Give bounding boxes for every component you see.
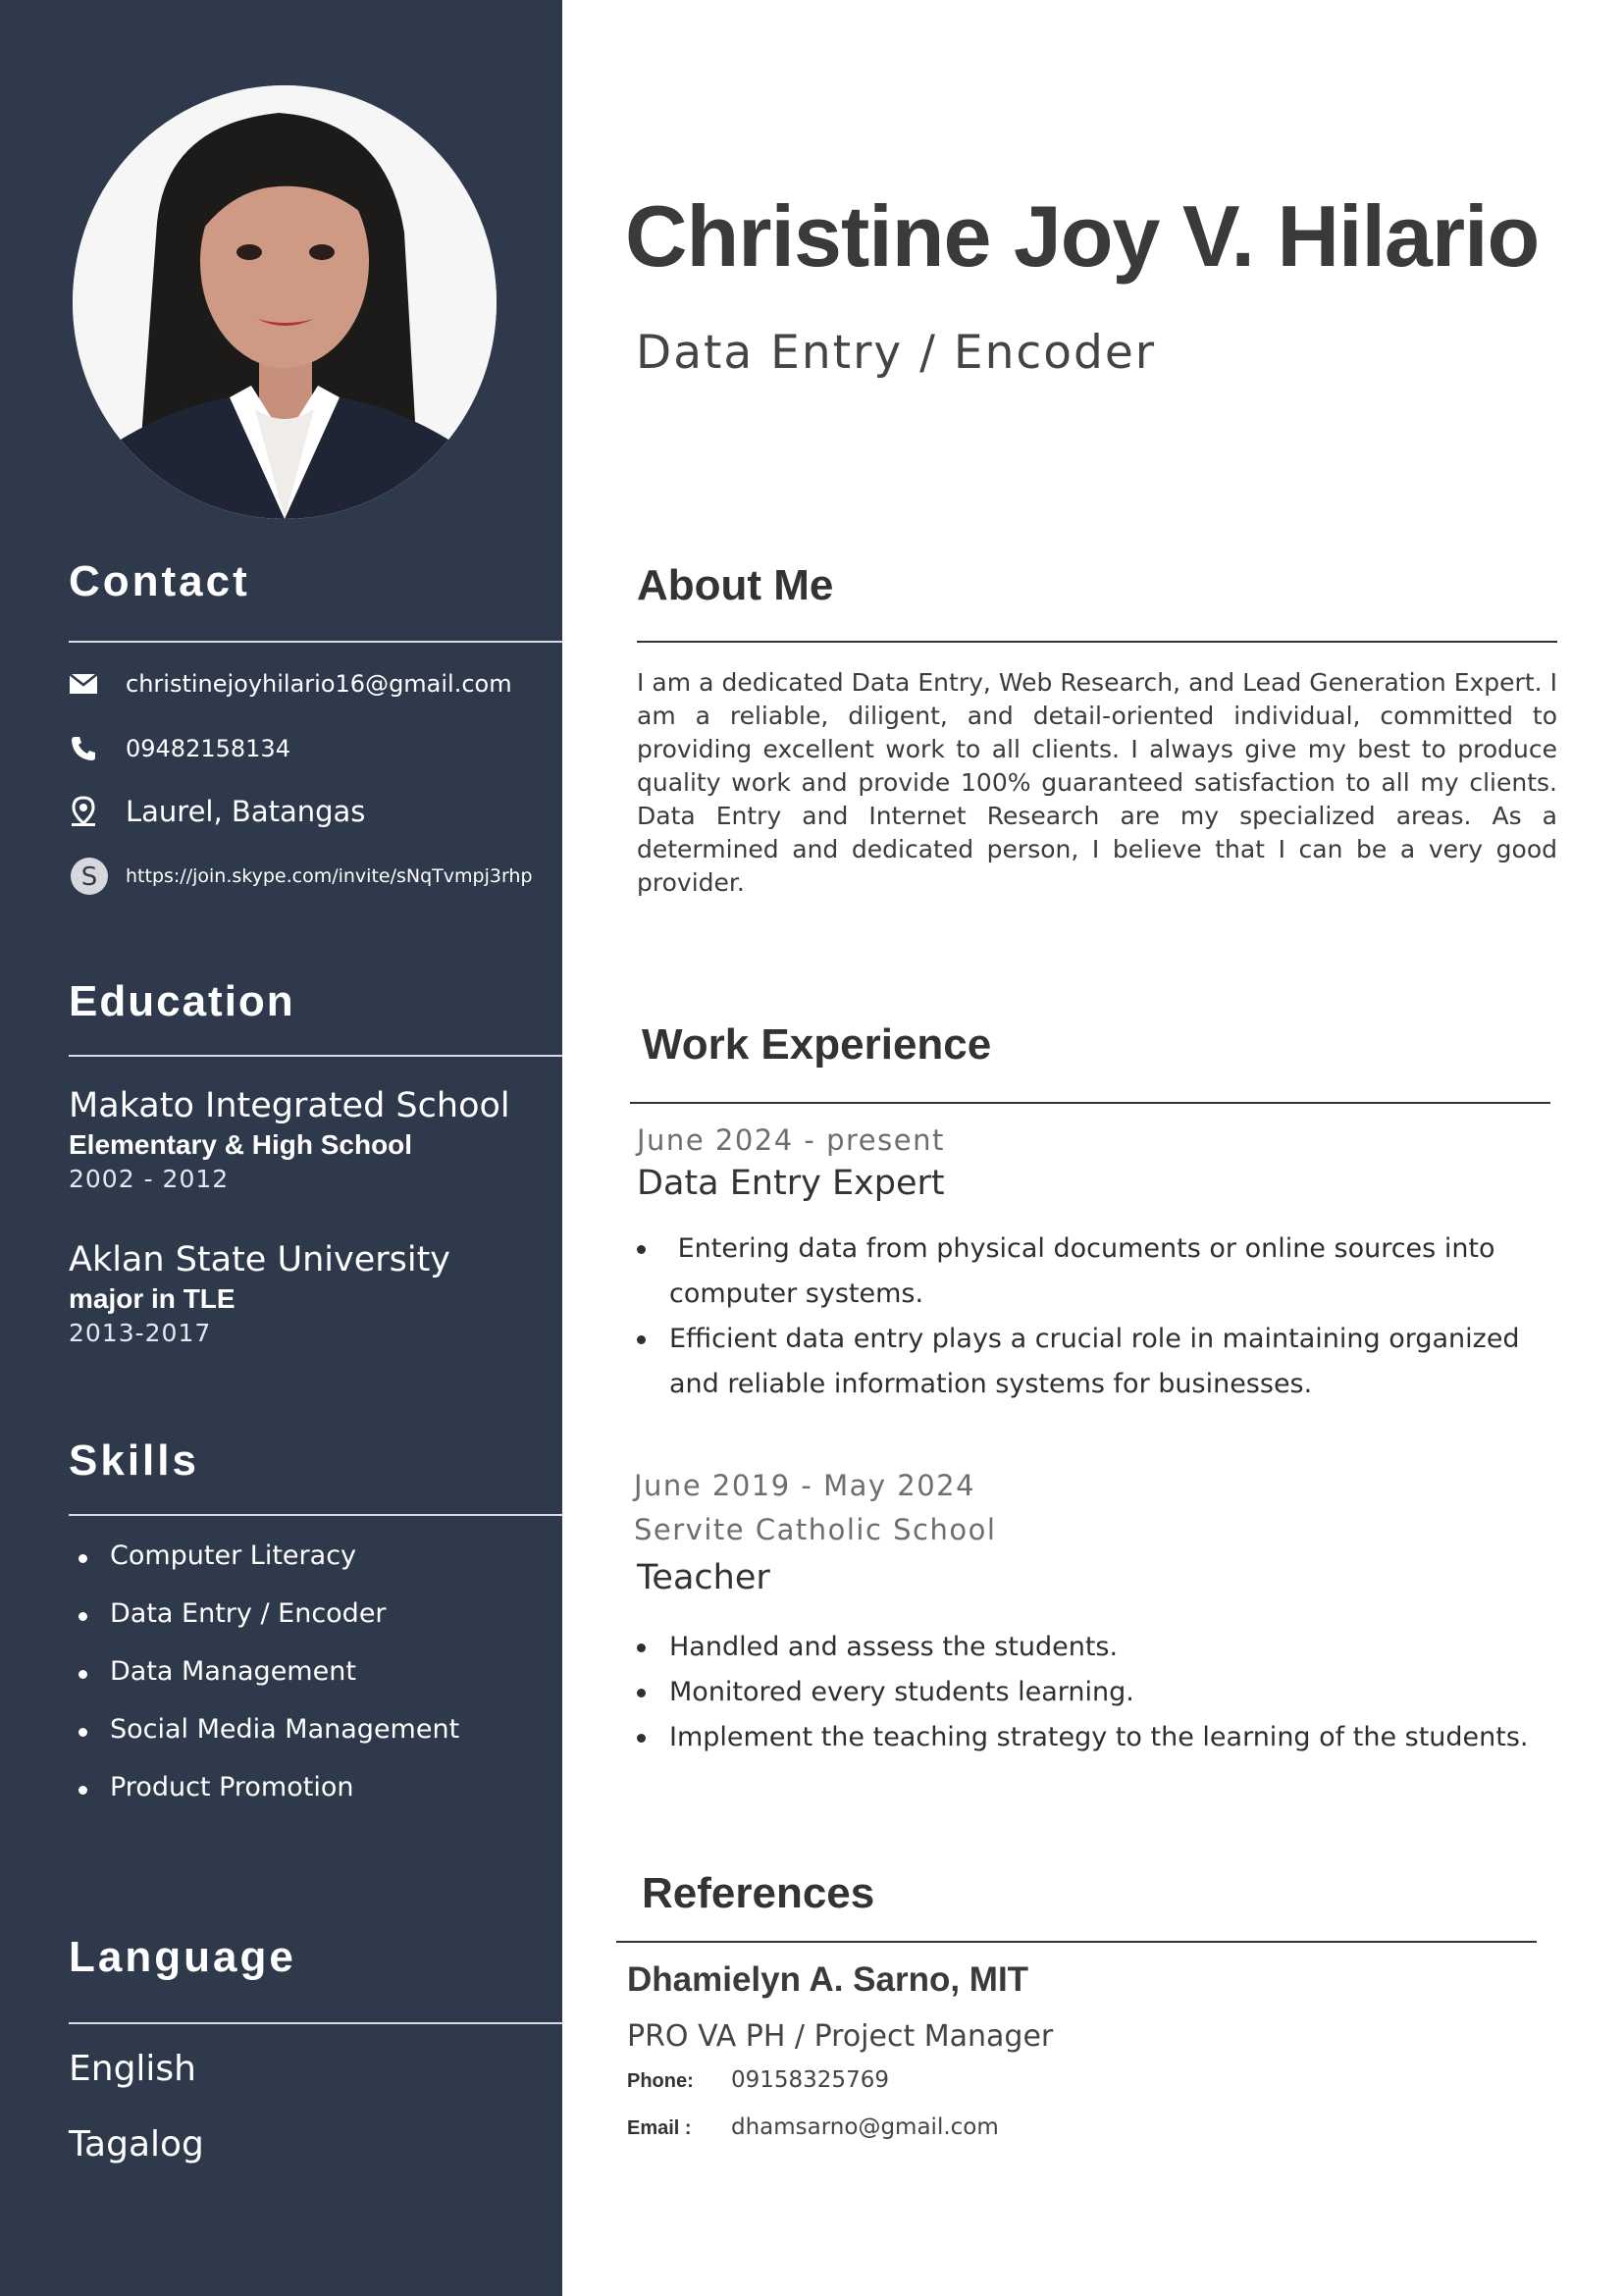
reference-phone: 09158325769 (731, 2067, 889, 2093)
job-role: Data Entry Expert (637, 1164, 945, 1203)
phone-icon (69, 734, 98, 763)
skype-link[interactable]: https://join.skype.com/invite/sNqTvmpj3rhp (126, 865, 533, 887)
school-years: 2013-2017 (69, 1319, 212, 1347)
job-company: Servite Catholic School (634, 1513, 997, 1546)
location-pin-icon (69, 797, 98, 826)
language-item: Tagalog (69, 2124, 204, 2165)
phone-text: 09482158134 (126, 735, 290, 762)
language-divider (69, 2022, 562, 2024)
reference-phone-label: Phone: (627, 2070, 694, 2092)
references-divider (616, 1941, 1537, 1943)
school-years: 2002 - 2012 (69, 1165, 230, 1193)
job-bullets (637, 1625, 1559, 1760)
skills-divider (69, 1514, 562, 1516)
school-name: Makato Integrated School (69, 1086, 510, 1125)
education-heading: Education (69, 977, 295, 1025)
skill-item: Computer Literacy (69, 1540, 459, 1598)
work-divider (630, 1102, 1550, 1104)
job-dates: June 2019 - May 2024 (634, 1469, 976, 1502)
skills-heading: Skills (69, 1436, 199, 1485)
language-item: English (69, 2049, 196, 2089)
contact-location (69, 795, 365, 828)
reference-email[interactable]: dhamsarno@gmail.com (731, 2114, 999, 2140)
school-level: Elementary & High School (69, 1129, 413, 1160)
job-bullet: Entering data from physical documents or online sources into computer systems. (637, 1226, 1540, 1317)
skills-list (69, 1540, 459, 1830)
education-divider (69, 1055, 562, 1057)
contact-heading: Contact (69, 557, 250, 605)
contact-divider (69, 641, 562, 643)
about-heading: About Me (637, 561, 834, 609)
contact-skype (69, 856, 533, 897)
portrait-image (73, 85, 497, 519)
job-role: Teacher (637, 1558, 770, 1597)
job-bullet: Efficient data entry plays a crucial role in maintaining organized and reliable information systems for businesses. (637, 1317, 1540, 1407)
svg-text:S: S (80, 862, 98, 892)
location-text: Laurel, Batangas (126, 795, 366, 828)
education-entry (69, 1240, 450, 1347)
profile-photo (73, 85, 497, 519)
education-entry (69, 1086, 510, 1193)
reference-name: Dhamielyn A. Sarno, MIT (627, 1960, 1029, 1999)
about-text: I am a dedicated Data Entry, Web Research, and Lead Generation Expert. I am a reliable, diligent, and detail-oriented individual, committed to providing excellent work to all clients. I always give my best to produce quality work and provide 100% guaranteed satisfaction to all my clients. Data Entry and Internet Research are my specialized areas. As a determined and dedicated person, I believe that I can be a very good provider. (637, 668, 1557, 897)
reference-role: PRO VA PH / Project Manager (627, 2019, 1054, 2054)
references-heading: References (642, 1869, 875, 1917)
reference-email-label: Email : (627, 2117, 692, 2139)
skill-item: Social Media Management (69, 1714, 459, 1772)
about-divider (637, 641, 1557, 643)
job-bullet: Handled and assess the students. (637, 1625, 1559, 1670)
job-bullets (637, 1226, 1540, 1407)
work-heading: Work Experience (642, 1020, 992, 1069)
skill-item: Product Promotion (69, 1772, 459, 1830)
envelope-icon (69, 669, 98, 699)
job-title: Data Entry / Encoder (636, 326, 1157, 380)
sidebar (0, 0, 562, 2296)
person-name: Christine Joy V. Hilario (625, 187, 1540, 285)
school-level: major in TLE (69, 1283, 236, 1314)
job-dates: June 2024 - present (637, 1123, 945, 1157)
job-bullet: Monitored every students learning. (637, 1670, 1559, 1715)
email-text[interactable]: christinejoyhilario16@gmail.com (126, 670, 512, 698)
skype-icon (69, 856, 110, 897)
language-heading: Language (69, 1933, 296, 1981)
school-name: Aklan State University (69, 1240, 451, 1279)
contact-phone (69, 734, 290, 763)
skill-item: Data Management (69, 1656, 459, 1714)
contact-email (69, 669, 512, 699)
job-bullet: Implement the teaching strategy to the learning of the students. (637, 1715, 1559, 1760)
skill-item: Data Entry / Encoder (69, 1598, 459, 1656)
